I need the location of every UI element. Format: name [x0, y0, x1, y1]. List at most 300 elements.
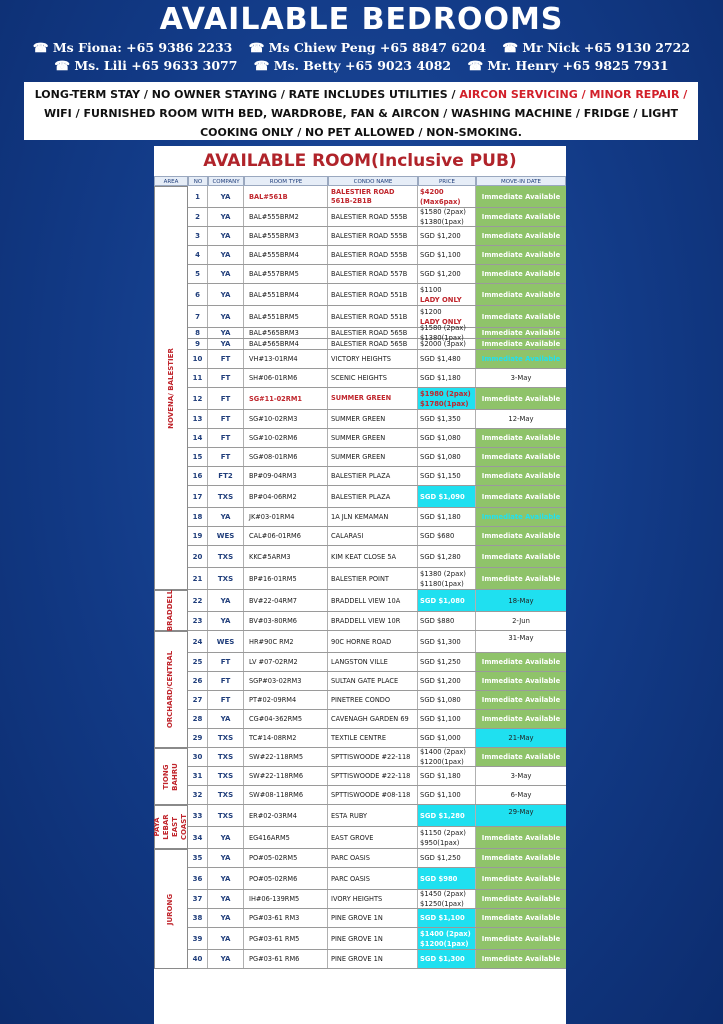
- row-move-in-date: Immediate Available: [476, 672, 566, 690]
- row-move-in-date: Immediate Available: [476, 508, 566, 526]
- row-room-type: SW#08-118RM6: [244, 786, 328, 804]
- row-number: 3: [188, 227, 208, 245]
- row-condo-name: IVORY HEIGHTS: [328, 890, 418, 908]
- price-amount: $1200: [420, 307, 442, 316]
- row-move-in-date: Immediate Available: [476, 467, 566, 485]
- table-row: [188, 410, 566, 429]
- table-row: [188, 868, 566, 890]
- row-company: FT: [208, 350, 244, 368]
- row-condo-name: 1A JLN KEMAMAN: [328, 508, 418, 526]
- table-row: [188, 265, 566, 284]
- row-move-in-date: Immediate Available: [476, 284, 566, 305]
- row-move-in-date: 2-Jun: [476, 612, 566, 630]
- row-move-in-date: Immediate Available: [476, 350, 566, 368]
- row-company: TXS: [208, 729, 244, 747]
- row-room-type: BAL#555BRM2: [244, 208, 328, 226]
- row-condo-name: PINE GROVE 1N: [328, 928, 418, 949]
- row-move-in-date: Immediate Available: [476, 748, 566, 766]
- row-company: TXS: [208, 805, 244, 826]
- row-number: 30: [188, 748, 208, 766]
- row-company: FT: [208, 388, 244, 409]
- row-condo-name: BALESTIER ROAD 551B: [328, 306, 418, 327]
- table-row: [188, 849, 566, 868]
- row-price: SGD $1,080: [418, 691, 476, 709]
- row-company: YA: [208, 186, 244, 207]
- row-room-type: TC#14-08RM2: [244, 729, 328, 747]
- table-row: [188, 950, 566, 969]
- table-row: [188, 369, 566, 388]
- row-room-type: BAL#565BRM3: [244, 328, 328, 338]
- row-room-type: PG#03-61 RM3: [244, 909, 328, 927]
- row-condo-name: VICTORY HEIGHTS: [328, 350, 418, 368]
- table-row: [188, 748, 566, 767]
- row-condo-name: SCENIC HEIGHTS: [328, 369, 418, 387]
- row-condo-name: SUMMER GREEN: [328, 448, 418, 466]
- row-company: YA: [208, 227, 244, 245]
- row-move-in-date: 31-May: [476, 631, 566, 652]
- row-condo-name: BALESTIER ROAD 565B: [328, 339, 418, 349]
- row-number: 1: [188, 186, 208, 207]
- row-company: TXS: [208, 546, 244, 567]
- header-no: NO: [188, 176, 208, 186]
- table-row: [188, 710, 566, 729]
- row-price: $1580 (2pax) $1380(1pax): [418, 208, 476, 226]
- room-table: [154, 146, 566, 1024]
- row-price: $1450 (2pax) $1250(1pax): [418, 890, 476, 908]
- row-number: 2: [188, 208, 208, 226]
- contacts-line-1: [0, 40, 723, 55]
- row-price: SGD $1,200: [418, 265, 476, 283]
- page-title: AVAILABLE BEDROOMS: [159, 2, 564, 37]
- row-move-in-date: 29-May: [476, 805, 566, 826]
- row-company: FT: [208, 448, 244, 466]
- table-row: [188, 786, 566, 805]
- row-condo-name: BRADDELL VIEW 10A: [328, 590, 418, 611]
- row-number: 4: [188, 246, 208, 264]
- row-move-in-date: 12-May: [476, 410, 566, 428]
- row-company: YA: [208, 208, 244, 226]
- terms-line-1-text: LONG-TERM STAY / NO OWNER STAYING / RATE INCLUDES UTILITIES /: [34, 88, 460, 101]
- terms-line-1: [24, 85, 698, 104]
- row-condo-name: PINE GROVE 1N: [328, 950, 418, 968]
- row-number: 5: [188, 265, 208, 283]
- table-row: [188, 653, 566, 672]
- row-room-type: VH#13-01RM4: [244, 350, 328, 368]
- row-move-in-date: Immediate Available: [476, 486, 566, 507]
- row-price: SGD $1,100: [418, 786, 476, 804]
- area-label: [154, 849, 188, 969]
- row-condo-name: PARC OASIS: [328, 868, 418, 889]
- row-condo-name: EAST GROVE: [328, 827, 418, 848]
- row-company: YA: [208, 246, 244, 264]
- area-label-text: PAYA LEBAR EAST COAST: [153, 813, 188, 841]
- area-label: [154, 631, 188, 748]
- row-condo-name: BALESTIER ROAD 565B: [328, 328, 418, 338]
- table-row: [188, 208, 566, 227]
- price-lines: [420, 285, 462, 305]
- row-room-type: BAL#551BRM5: [244, 306, 328, 327]
- table-row: [188, 590, 566, 612]
- row-room-type: PT#02-09RM4: [244, 691, 328, 709]
- row-condo-name: BALESTIER ROAD 555B: [328, 208, 418, 226]
- row-company: YA: [208, 849, 244, 867]
- row-price: SGD $1,180: [418, 369, 476, 387]
- row-number: 10: [188, 350, 208, 368]
- row-price: SGD $1,080: [418, 448, 476, 466]
- row-number: 33: [188, 805, 208, 826]
- row-number: 20: [188, 546, 208, 567]
- contact-nick: ☎ Mr Nick +65 9130 2722: [502, 40, 691, 55]
- header-room-type: ROOM TYPE: [244, 176, 328, 186]
- row-condo-name: BALESTIER ROAD 557B: [328, 265, 418, 283]
- price-note: LADY ONLY: [420, 295, 462, 304]
- row-price: [418, 284, 476, 305]
- row-room-type: SH#06-01RM6: [244, 369, 328, 387]
- row-number: 25: [188, 653, 208, 671]
- row-price: SGD $980: [418, 868, 476, 889]
- area-label: [154, 186, 188, 590]
- row-move-in-date: Immediate Available: [476, 849, 566, 867]
- row-number: 16: [188, 467, 208, 485]
- terms-line-1-highlight: AIRCON SERVICING / MINOR REPAIR /: [459, 88, 688, 101]
- row-condo-name: BALESTIER ROAD 561B-2B1B: [328, 186, 418, 207]
- row-number: 23: [188, 612, 208, 630]
- row-price: $1580 (2pax) $1380(1pax): [418, 328, 476, 338]
- price-amount: $1100: [420, 285, 442, 294]
- row-condo-name: TEXTILE CENTRE: [328, 729, 418, 747]
- row-room-type: BP#09-04RM3: [244, 467, 328, 485]
- row-move-in-date: Immediate Available: [476, 306, 566, 327]
- table-row: [188, 672, 566, 691]
- row-condo-name: KIM KEAT CLOSE 5A: [328, 546, 418, 567]
- area-label-text: BRADDELL: [166, 589, 175, 632]
- row-room-type: SG#10-02RM6: [244, 429, 328, 447]
- row-price: $2000 (3pax): [418, 339, 476, 349]
- header-company: COMPANY: [208, 176, 244, 186]
- area-label-text: JURONG: [166, 893, 175, 925]
- table-row: [188, 324, 566, 342]
- row-company: YA: [208, 284, 244, 305]
- row-move-in-date: 3-May: [476, 767, 566, 785]
- row-company: YA: [208, 890, 244, 908]
- row-move-in-date: Immediate Available: [476, 186, 566, 207]
- row-room-type: SG#08-01RM6: [244, 448, 328, 466]
- header-price: PRICE: [418, 176, 476, 186]
- area-label: [154, 805, 188, 849]
- row-room-type: SG#10-02RM3: [244, 410, 328, 428]
- row-company: WES: [208, 527, 244, 545]
- row-company: YA: [208, 950, 244, 968]
- row-company: YA: [208, 909, 244, 927]
- row-number: 12: [188, 388, 208, 409]
- row-condo-name: SPTTISWOODE #22-118: [328, 748, 418, 766]
- table-row: [188, 890, 566, 909]
- row-move-in-date: 18-May: [476, 590, 566, 611]
- row-company: TXS: [208, 568, 244, 589]
- row-room-type: SW#22-118RM6: [244, 767, 328, 785]
- row-condo-name: SULTAN GATE PLACE: [328, 672, 418, 690]
- row-number: 21: [188, 568, 208, 589]
- row-number: 11: [188, 369, 208, 387]
- row-number: 35: [188, 849, 208, 867]
- row-room-type: EG416ARM5: [244, 827, 328, 848]
- row-price: SGD $880: [418, 612, 476, 630]
- contact-chiew-peng: ☎ Ms Chiew Peng +65 8847 6204: [248, 40, 487, 55]
- contacts-line-2: [0, 58, 723, 73]
- table-row: [188, 691, 566, 710]
- row-company: YA: [208, 928, 244, 949]
- row-price: SGD $1,100: [418, 909, 476, 927]
- table-row: [188, 467, 566, 486]
- row-number: 29: [188, 729, 208, 747]
- table-row: [188, 612, 566, 631]
- row-company: YA: [208, 306, 244, 327]
- table-row: [188, 767, 566, 786]
- row-condo-name: BALESTIER PLAZA: [328, 486, 418, 507]
- row-condo-name: BRADDELL VIEW 10R: [328, 612, 418, 630]
- row-company: FT: [208, 410, 244, 428]
- row-price: SGD $1,350: [418, 410, 476, 428]
- row-price: SGD $1,250: [418, 653, 476, 671]
- row-condo-name: SUMMER GREEN: [328, 388, 418, 409]
- row-room-type: BV#22-04RM7: [244, 590, 328, 611]
- row-room-type: PO#05-02RM6: [244, 868, 328, 889]
- row-condo-name: CAVENAGH GARDEN 69: [328, 710, 418, 728]
- row-move-in-date: Immediate Available: [476, 710, 566, 728]
- row-price: SGD $1,100: [418, 710, 476, 728]
- row-price: SGD $1,280: [418, 805, 476, 826]
- row-company: TXS: [208, 486, 244, 507]
- row-company: YA: [208, 710, 244, 728]
- row-company: FT: [208, 429, 244, 447]
- row-move-in-date: Immediate Available: [476, 950, 566, 968]
- row-condo-name: SUMMER GREEN: [328, 429, 418, 447]
- row-number: 17: [188, 486, 208, 507]
- row-move-in-date: Immediate Available: [476, 429, 566, 447]
- row-condo-name: PARC OASIS: [328, 849, 418, 867]
- row-company: FT: [208, 369, 244, 387]
- row-room-type: JK#03-01RM4: [244, 508, 328, 526]
- row-room-type: SGP#03-02RM3: [244, 672, 328, 690]
- row-number: 31: [188, 767, 208, 785]
- table-row: [188, 928, 566, 950]
- row-company: YA: [208, 612, 244, 630]
- row-room-type: CG#04-362RM5: [244, 710, 328, 728]
- table-row: [188, 227, 566, 246]
- table-row: [188, 568, 566, 590]
- area-label-text: TIONG BAHRU: [162, 762, 179, 791]
- row-price: SGD $1,200: [418, 672, 476, 690]
- contact-fiona: ☎ Ms Fiona: +65 9386 2233: [32, 40, 233, 55]
- table-row: [188, 631, 566, 653]
- table-row: [188, 246, 566, 265]
- row-room-type: PG#03-61 RM6: [244, 950, 328, 968]
- row-number: 39: [188, 928, 208, 949]
- row-company: YA: [208, 339, 244, 349]
- row-price: $1380 (2pax) $1180(1pax): [418, 568, 476, 589]
- row-room-type: BAL#557BRM5: [244, 265, 328, 283]
- table-row: [188, 805, 566, 827]
- row-room-type: BV#03-80RM6: [244, 612, 328, 630]
- row-move-in-date: Immediate Available: [476, 527, 566, 545]
- row-price: $4200 (Max6pax): [418, 186, 476, 207]
- row-condo-name: SPTTISWOODE #22-118: [328, 767, 418, 785]
- terms-line-2: WIFI / FURNISHED ROOM WITH BED, WARDROBE, FAN & AIRCON / WASHING MACHINE / FRIDGE / LIGHT: [43, 107, 679, 120]
- row-move-in-date: Immediate Available: [476, 265, 566, 283]
- row-price: SGD $1,080: [418, 590, 476, 611]
- header-area: AREA: [154, 176, 188, 186]
- row-number: 40: [188, 950, 208, 968]
- area-label-text: ORCHARD/CENTRAL: [166, 650, 175, 729]
- table-row: [188, 388, 566, 410]
- row-room-type: BAL#551BRM4: [244, 284, 328, 305]
- row-move-in-date: Immediate Available: [476, 448, 566, 466]
- row-company: FT2: [208, 467, 244, 485]
- contact-betty: ☎ Ms. Betty +65 9023 4082: [253, 58, 452, 73]
- row-condo-name: BALESTIER ROAD 555B: [328, 227, 418, 245]
- row-room-type: SG#11-02RM1: [244, 388, 328, 409]
- table-row: [188, 339, 566, 350]
- row-number: 15: [188, 448, 208, 466]
- row-company: TXS: [208, 748, 244, 766]
- contact-henry: ☎ Mr. Henry +65 9825 7931: [467, 58, 669, 73]
- row-move-in-date: 6-May: [476, 786, 566, 804]
- row-price: SGD $1,480: [418, 350, 476, 368]
- row-room-type: PG#03-61 RM5: [244, 928, 328, 949]
- row-condo-name: CALARASI: [328, 527, 418, 545]
- row-price: SGD $1,150: [418, 467, 476, 485]
- row-price: SGD $1,080: [418, 429, 476, 447]
- table-row: [188, 486, 566, 508]
- row-price: $1400 (2pax) $1200(1pax): [418, 748, 476, 766]
- row-room-type: LV #07-02RM2: [244, 653, 328, 671]
- row-number: 14: [188, 429, 208, 447]
- table-row: [188, 546, 566, 568]
- row-move-in-date: Immediate Available: [476, 691, 566, 709]
- row-company: YA: [208, 868, 244, 889]
- row-move-in-date: Immediate Available: [476, 909, 566, 927]
- row-room-type: ER#02-03RM4: [244, 805, 328, 826]
- row-move-in-date: 21-May: [476, 729, 566, 747]
- row-company: YA: [208, 265, 244, 283]
- row-move-in-date: Immediate Available: [476, 568, 566, 589]
- row-price: SGD $1,100: [418, 246, 476, 264]
- row-move-in-date: Immediate Available: [476, 388, 566, 409]
- row-condo-name: BALESTIER PLAZA: [328, 467, 418, 485]
- row-number: 26: [188, 672, 208, 690]
- row-company: FT: [208, 691, 244, 709]
- row-move-in-date: Immediate Available: [476, 208, 566, 226]
- row-move-in-date: Immediate Available: [476, 827, 566, 848]
- terms-box: [24, 82, 698, 140]
- table-row: [188, 508, 566, 527]
- row-condo-name: 90C HORNE ROAD: [328, 631, 418, 652]
- row-number: 38: [188, 909, 208, 927]
- row-company: TXS: [208, 786, 244, 804]
- row-price: SGD $1,180: [418, 508, 476, 526]
- row-move-in-date: Immediate Available: [476, 653, 566, 671]
- area-label: [154, 748, 188, 805]
- row-company: WES: [208, 631, 244, 652]
- row-price: $1400 (2pax) $1200(1pax): [418, 928, 476, 949]
- row-number: 7: [188, 306, 208, 327]
- row-price: SGD $1,300: [418, 950, 476, 968]
- row-number: 37: [188, 890, 208, 908]
- row-room-type: CAL#06-01RM6: [244, 527, 328, 545]
- row-room-type: BP#04-06RM2: [244, 486, 328, 507]
- row-company: YA: [208, 328, 244, 338]
- row-move-in-date: Immediate Available: [476, 928, 566, 949]
- row-condo-name: SUMMER GREEN: [328, 410, 418, 428]
- row-room-type: BAL#555BRM3: [244, 227, 328, 245]
- row-number: 8: [188, 328, 208, 338]
- table-row: [188, 284, 566, 306]
- row-condo-name: PINE GROVE 1N: [328, 909, 418, 927]
- table-row: [188, 729, 566, 748]
- row-company: YA: [208, 827, 244, 848]
- row-number: 24: [188, 631, 208, 652]
- row-move-in-date: Immediate Available: [476, 546, 566, 567]
- row-price: $1150 (2pax) $950(1pax): [418, 827, 476, 848]
- row-condo-name: LANGSTON VILLE: [328, 653, 418, 671]
- row-move-in-date: Immediate Available: [476, 339, 566, 349]
- row-company: FT: [208, 672, 244, 690]
- row-condo-name: ESTA RUBY: [328, 805, 418, 826]
- row-price: SGD $1,200: [418, 227, 476, 245]
- table-row: [188, 429, 566, 448]
- row-price: SGD $1,180: [418, 767, 476, 785]
- row-number: 36: [188, 868, 208, 889]
- row-room-type: BP#16-01RM5: [244, 568, 328, 589]
- row-price: SGD $1,280: [418, 546, 476, 567]
- row-number: 19: [188, 527, 208, 545]
- row-room-type: BAL#565BRM4: [244, 339, 328, 349]
- row-number: 27: [188, 691, 208, 709]
- row-price: SGD $1,300: [418, 631, 476, 652]
- row-price: SGD $1,090: [418, 486, 476, 507]
- header-move-in-date: MOVE-IN DATE: [476, 176, 566, 186]
- row-condo-name: BALESTIER ROAD 551B: [328, 284, 418, 305]
- row-number: 6: [188, 284, 208, 305]
- row-condo-name: BALESTIER ROAD 555B: [328, 246, 418, 264]
- table-row: [188, 527, 566, 546]
- contact-lili: ☎ Ms. Lili +65 9633 3077: [54, 58, 238, 73]
- row-room-type: KKC#5ARM3: [244, 546, 328, 567]
- row-number: 13: [188, 410, 208, 428]
- row-move-in-date: Immediate Available: [476, 227, 566, 245]
- row-number: 9: [188, 339, 208, 349]
- header-condo-name: CONDO NAME: [328, 176, 418, 186]
- row-price: SGD $680: [418, 527, 476, 545]
- row-room-type: BAL#555BRM4: [244, 246, 328, 264]
- row-move-in-date: Immediate Available: [476, 246, 566, 264]
- row-number: 34: [188, 827, 208, 848]
- table-row: [188, 827, 566, 849]
- table-row: [188, 306, 566, 328]
- row-room-type: SW#22-118RM5: [244, 748, 328, 766]
- row-move-in-date: Immediate Available: [476, 328, 566, 338]
- row-room-type: HR#90C RM2: [244, 631, 328, 652]
- area-label: [154, 590, 188, 631]
- row-number: 32: [188, 786, 208, 804]
- row-price: SGD $1,250: [418, 849, 476, 867]
- terms-line-3: COOKING ONLY / NO PET ALLOWED / NON-SMOKING.: [200, 126, 522, 139]
- price-note: LADY ONLY: [420, 317, 462, 326]
- row-number: 22: [188, 590, 208, 611]
- row-room-type: PO#05-02RM5: [244, 849, 328, 867]
- table-row: [188, 350, 566, 369]
- area-label-text: NOVENA/ BALESTIER: [166, 347, 175, 429]
